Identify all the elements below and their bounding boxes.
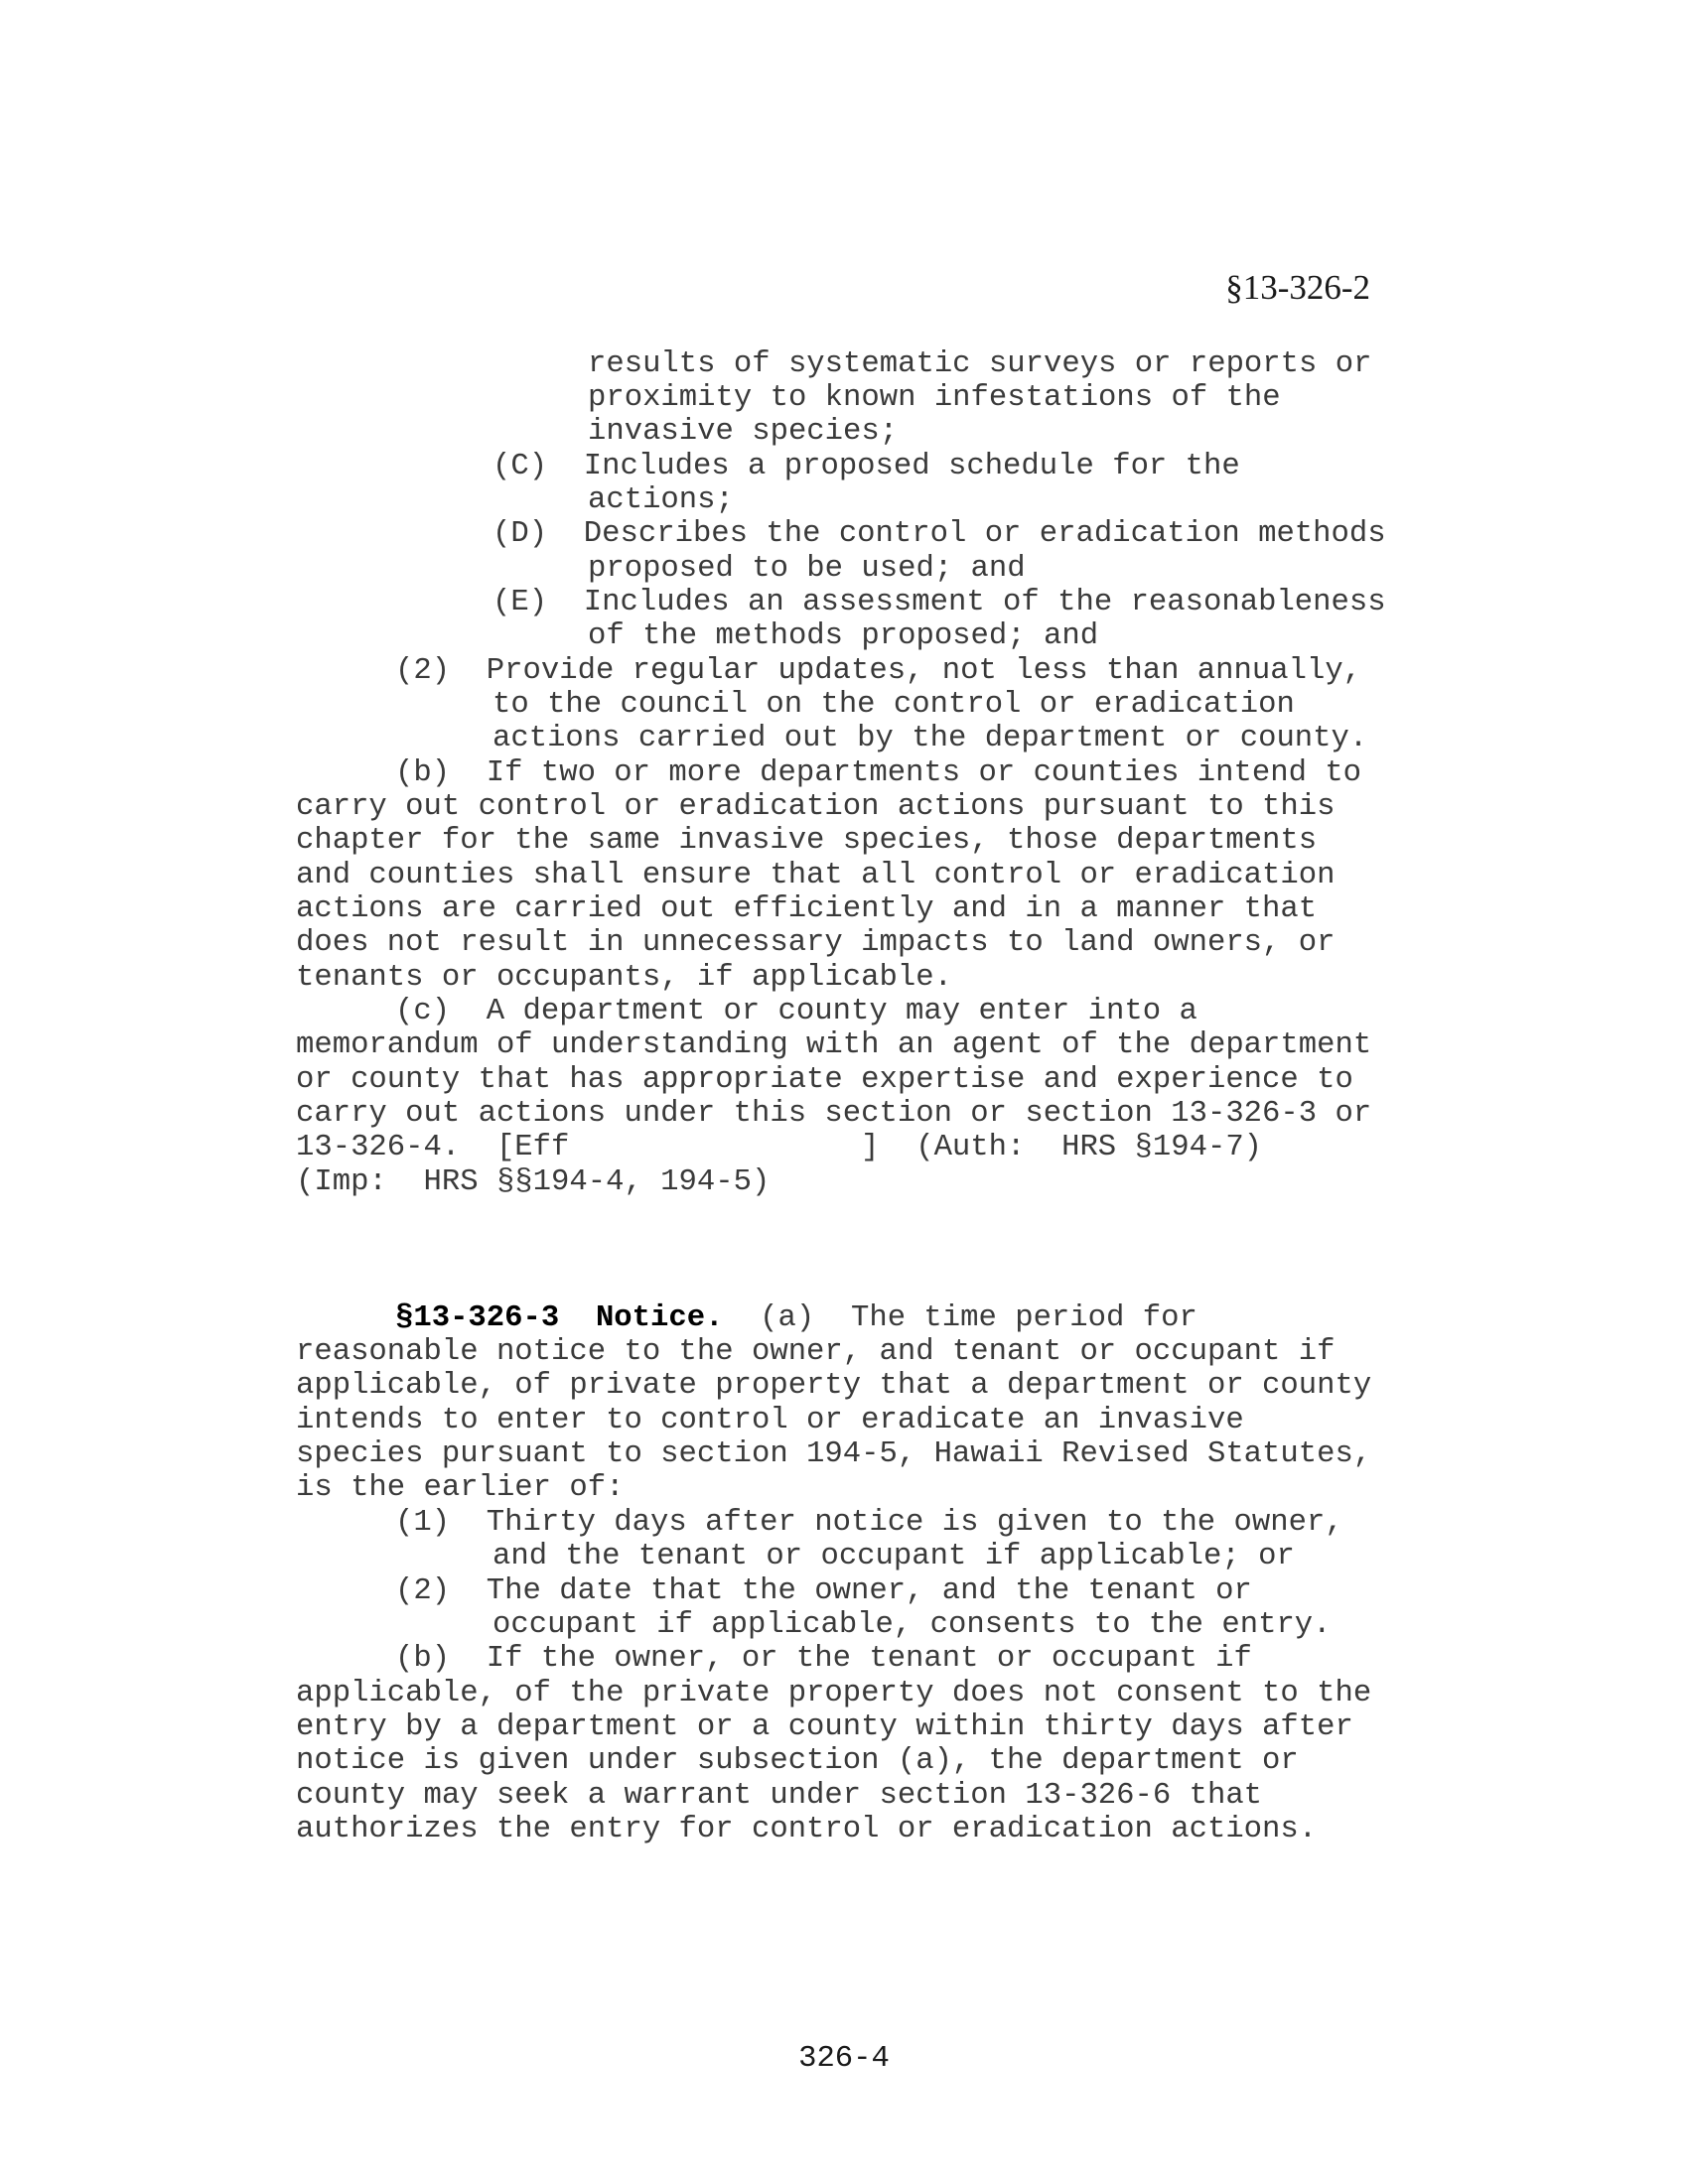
page-number: 326-4 bbox=[798, 2042, 890, 2076]
text-line: species pursuant to section 194-5, Hawaii Revised Statutes, bbox=[296, 1437, 1372, 1471]
text-line: does not result in unnecessary impacts to land owners, or bbox=[296, 926, 1336, 960]
list-item-c: (C) Includes a proposed schedule for the bbox=[492, 450, 1240, 483]
text-line: proximity to known infestations of the bbox=[588, 381, 1281, 415]
text-line: carry out actions under this section or section 13-326-3 or bbox=[296, 1097, 1372, 1131]
text-line: carry out control or eradication actions pursuant to this bbox=[296, 790, 1336, 824]
text-line: invasive species; bbox=[588, 415, 899, 449]
list-item-1: (1) Thirty days after notice is given to the owner, bbox=[395, 1506, 1343, 1540]
text-line: occupant if applicable, consents to the entry. bbox=[492, 1608, 1332, 1642]
text-line: intends to enter to control or eradicate an invasive bbox=[296, 1404, 1244, 1437]
text-line: actions are carried out efficiently and in a manner that bbox=[296, 892, 1318, 926]
text-line: to the council on the control or eradication bbox=[492, 688, 1295, 722]
text-line: memorandum of understanding with an agent of the department bbox=[296, 1028, 1372, 1062]
text-line: actions carried out by the department or county. bbox=[492, 722, 1368, 755]
text-line: or county that has appropriate expertise and experience to bbox=[296, 1063, 1353, 1097]
text-line: tenants or occupants, if applicable. bbox=[296, 961, 952, 995]
text-line: entry by a department or a county within thirty days after bbox=[296, 1710, 1353, 1744]
text-line: applicable, of private property that a department or county bbox=[296, 1369, 1372, 1403]
subsection-b: (b) If the owner, or the tenant or occupant if bbox=[395, 1642, 1252, 1676]
list-item-e: (E) Includes an assessment of the reasonableness bbox=[492, 586, 1386, 619]
text-line: county may seek a warrant under section 13-326-6 that bbox=[296, 1779, 1263, 1813]
subsection-c: (c) A department or county may enter into a bbox=[395, 995, 1197, 1028]
text-line: and the tenant or occupant if applicable; or bbox=[492, 1540, 1295, 1573]
text-line: and counties shall ensure that all control or eradication bbox=[296, 859, 1336, 892]
section-heading: §13-326-3 Notice. bbox=[395, 1301, 724, 1335]
text-line: is the earlier of: bbox=[296, 1471, 625, 1505]
text-line: applicable, of the private property does not consent to the bbox=[296, 1677, 1372, 1710]
text-line: results of systematic surveys or reports or bbox=[588, 347, 1372, 381]
text-line: chapter for the same invasive species, those departments bbox=[296, 824, 1318, 858]
section-heading-line bbox=[395, 1303, 1197, 1334]
subsection-a-intro: (a) The time period for bbox=[723, 1301, 1197, 1335]
subsection-b: (b) If two or more departments or counties intend to bbox=[395, 756, 1362, 790]
text-line: proposed to be used; and bbox=[588, 552, 1026, 586]
text-line: actions; bbox=[588, 483, 734, 517]
section-number-header: §13-326-2 bbox=[1225, 268, 1370, 307]
history-note: (Imp: HRS §§194-4, 194-5) bbox=[296, 1165, 771, 1199]
text-line: notice is given under subsection (a), the department or bbox=[296, 1744, 1299, 1778]
text-line: authorizes the entry for control or eradication actions. bbox=[296, 1813, 1318, 1846]
text-line: reasonable notice to the owner, and tenant or occupant if bbox=[296, 1335, 1336, 1369]
history-note: 13-326-4. [Eff ] (Auth: HRS §194-7) bbox=[296, 1131, 1263, 1164]
list-item-2: (2) Provide regular updates, not less than annually, bbox=[395, 654, 1362, 688]
text-line: of the methods proposed; and bbox=[588, 619, 1099, 653]
list-item-d: (D) Describes the control or eradication methods bbox=[492, 517, 1386, 551]
list-item-2: (2) The date that the owner, and the tenant or bbox=[395, 1574, 1252, 1608]
